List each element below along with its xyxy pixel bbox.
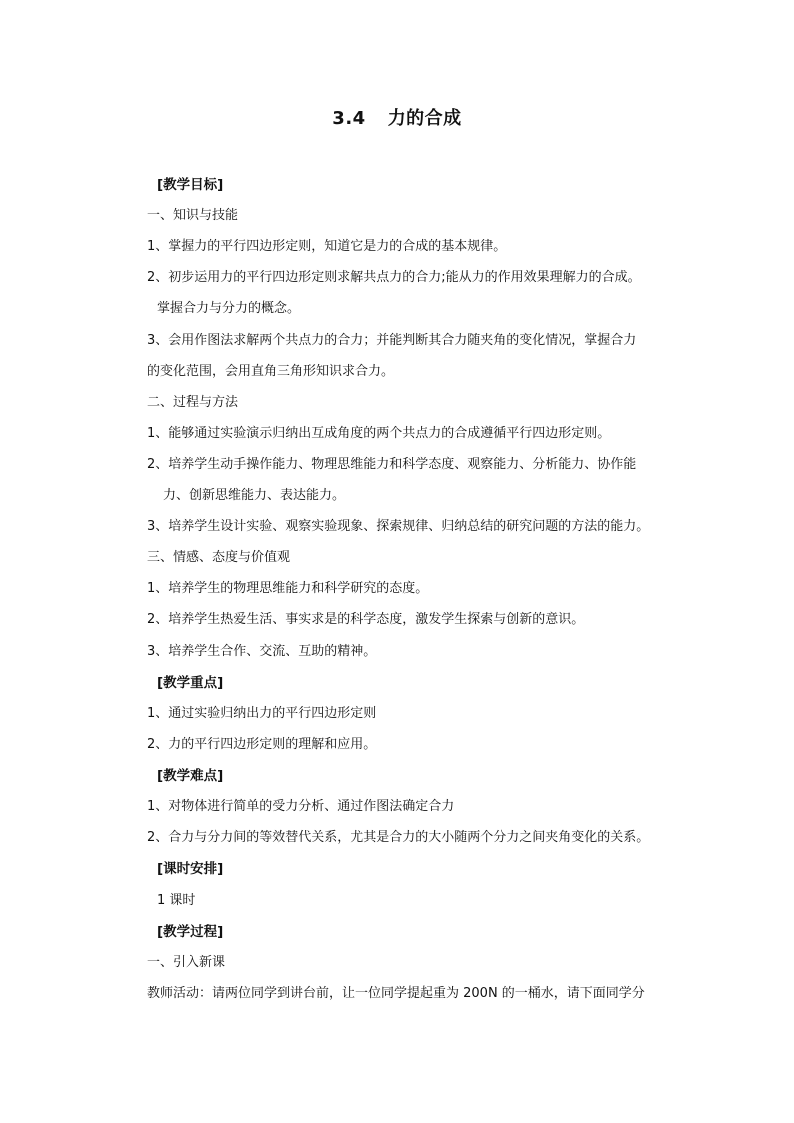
section-title: 力的合成 — [387, 108, 462, 129]
paragraph-line: 2、培养学生动手操作能力、物理思维能力和科学态度、观察能力、分析能力、协作能 — [147, 457, 637, 472]
paragraph-line: 1、对物体进行简单的受力分析、通过作图法确定合力 — [147, 799, 455, 814]
paragraph-line: 1 课时 — [157, 893, 196, 908]
paragraph-line: 3、培养学生设计实验、观察实验现象、探索规律、归纳总结的研究问题的方法的能力。 — [147, 519, 650, 534]
paragraph-line: 力、创新思维能力、表达能力。 — [163, 488, 346, 503]
heading-schedule: [课时安排] — [157, 861, 224, 877]
paragraph-line: 2、培养学生热爱生活、事实求是的科学态度，激发学生探索与创新的意识。 — [147, 612, 585, 627]
paragraph-line: 1、能够通过实验演示归纳出互成角度的两个共点力的合成遵循平行四边形定则。 — [147, 426, 611, 441]
paragraph-line: 3、会用作图法求解两个共点力的合力；并能判断其合力随夹角的变化情况，掌握合力 — [147, 333, 637, 348]
heading-teaching-key-points: [教学重点] — [157, 675, 224, 691]
paragraph-line: 教师活动：请两位同学到讲台前，让一位同学提起重为 200N 的一桶水，请下面同学分 — [147, 986, 645, 1001]
page-title — [0, 104, 794, 130]
heading-teaching-process: [教学过程] — [157, 924, 224, 940]
paragraph-line: 的变化范围，会用直角三角形知识求合力。 — [147, 364, 395, 379]
subheading-process-method: 二、过程与方法 — [147, 395, 239, 410]
paragraph-line: 3、培养学生合作、交流、互助的精神。 — [147, 644, 377, 659]
paragraph-line: 2、力的平行四边形定则的理解和应用。 — [147, 737, 377, 752]
subheading-emotion-values: 三、情感、态度与价值观 — [147, 550, 291, 565]
section-number: 3.4 — [332, 108, 366, 129]
paragraph-line: 1、掌握力的平行四边形定则，知道它是力的合成的基本规律。 — [147, 239, 507, 254]
paragraph-line: 2、初步运用力的平行四边形定则求解共点力的合力;能从力的作用效果理解力的合成。 — [147, 270, 641, 285]
paragraph-line: 2、合力与分力间的等效替代关系，尤其是合力的大小随两个分力之间夹角变化的关系。 — [147, 830, 650, 845]
subheading-introduction: 一、引入新课 — [147, 955, 226, 970]
paragraph-line: 掌握合力与分力的概念。 — [157, 301, 301, 316]
subheading-knowledge-skills: 一、知识与技能 — [147, 208, 239, 223]
heading-teaching-goals: [教学目标] — [157, 177, 224, 193]
heading-teaching-difficulties: [教学难点] — [157, 768, 224, 784]
paragraph-line: 1、培养学生的物理思维能力和科学研究的态度。 — [147, 581, 429, 596]
paragraph-line: 1、通过实验归纳出力的平行四边形定则 — [147, 706, 377, 721]
